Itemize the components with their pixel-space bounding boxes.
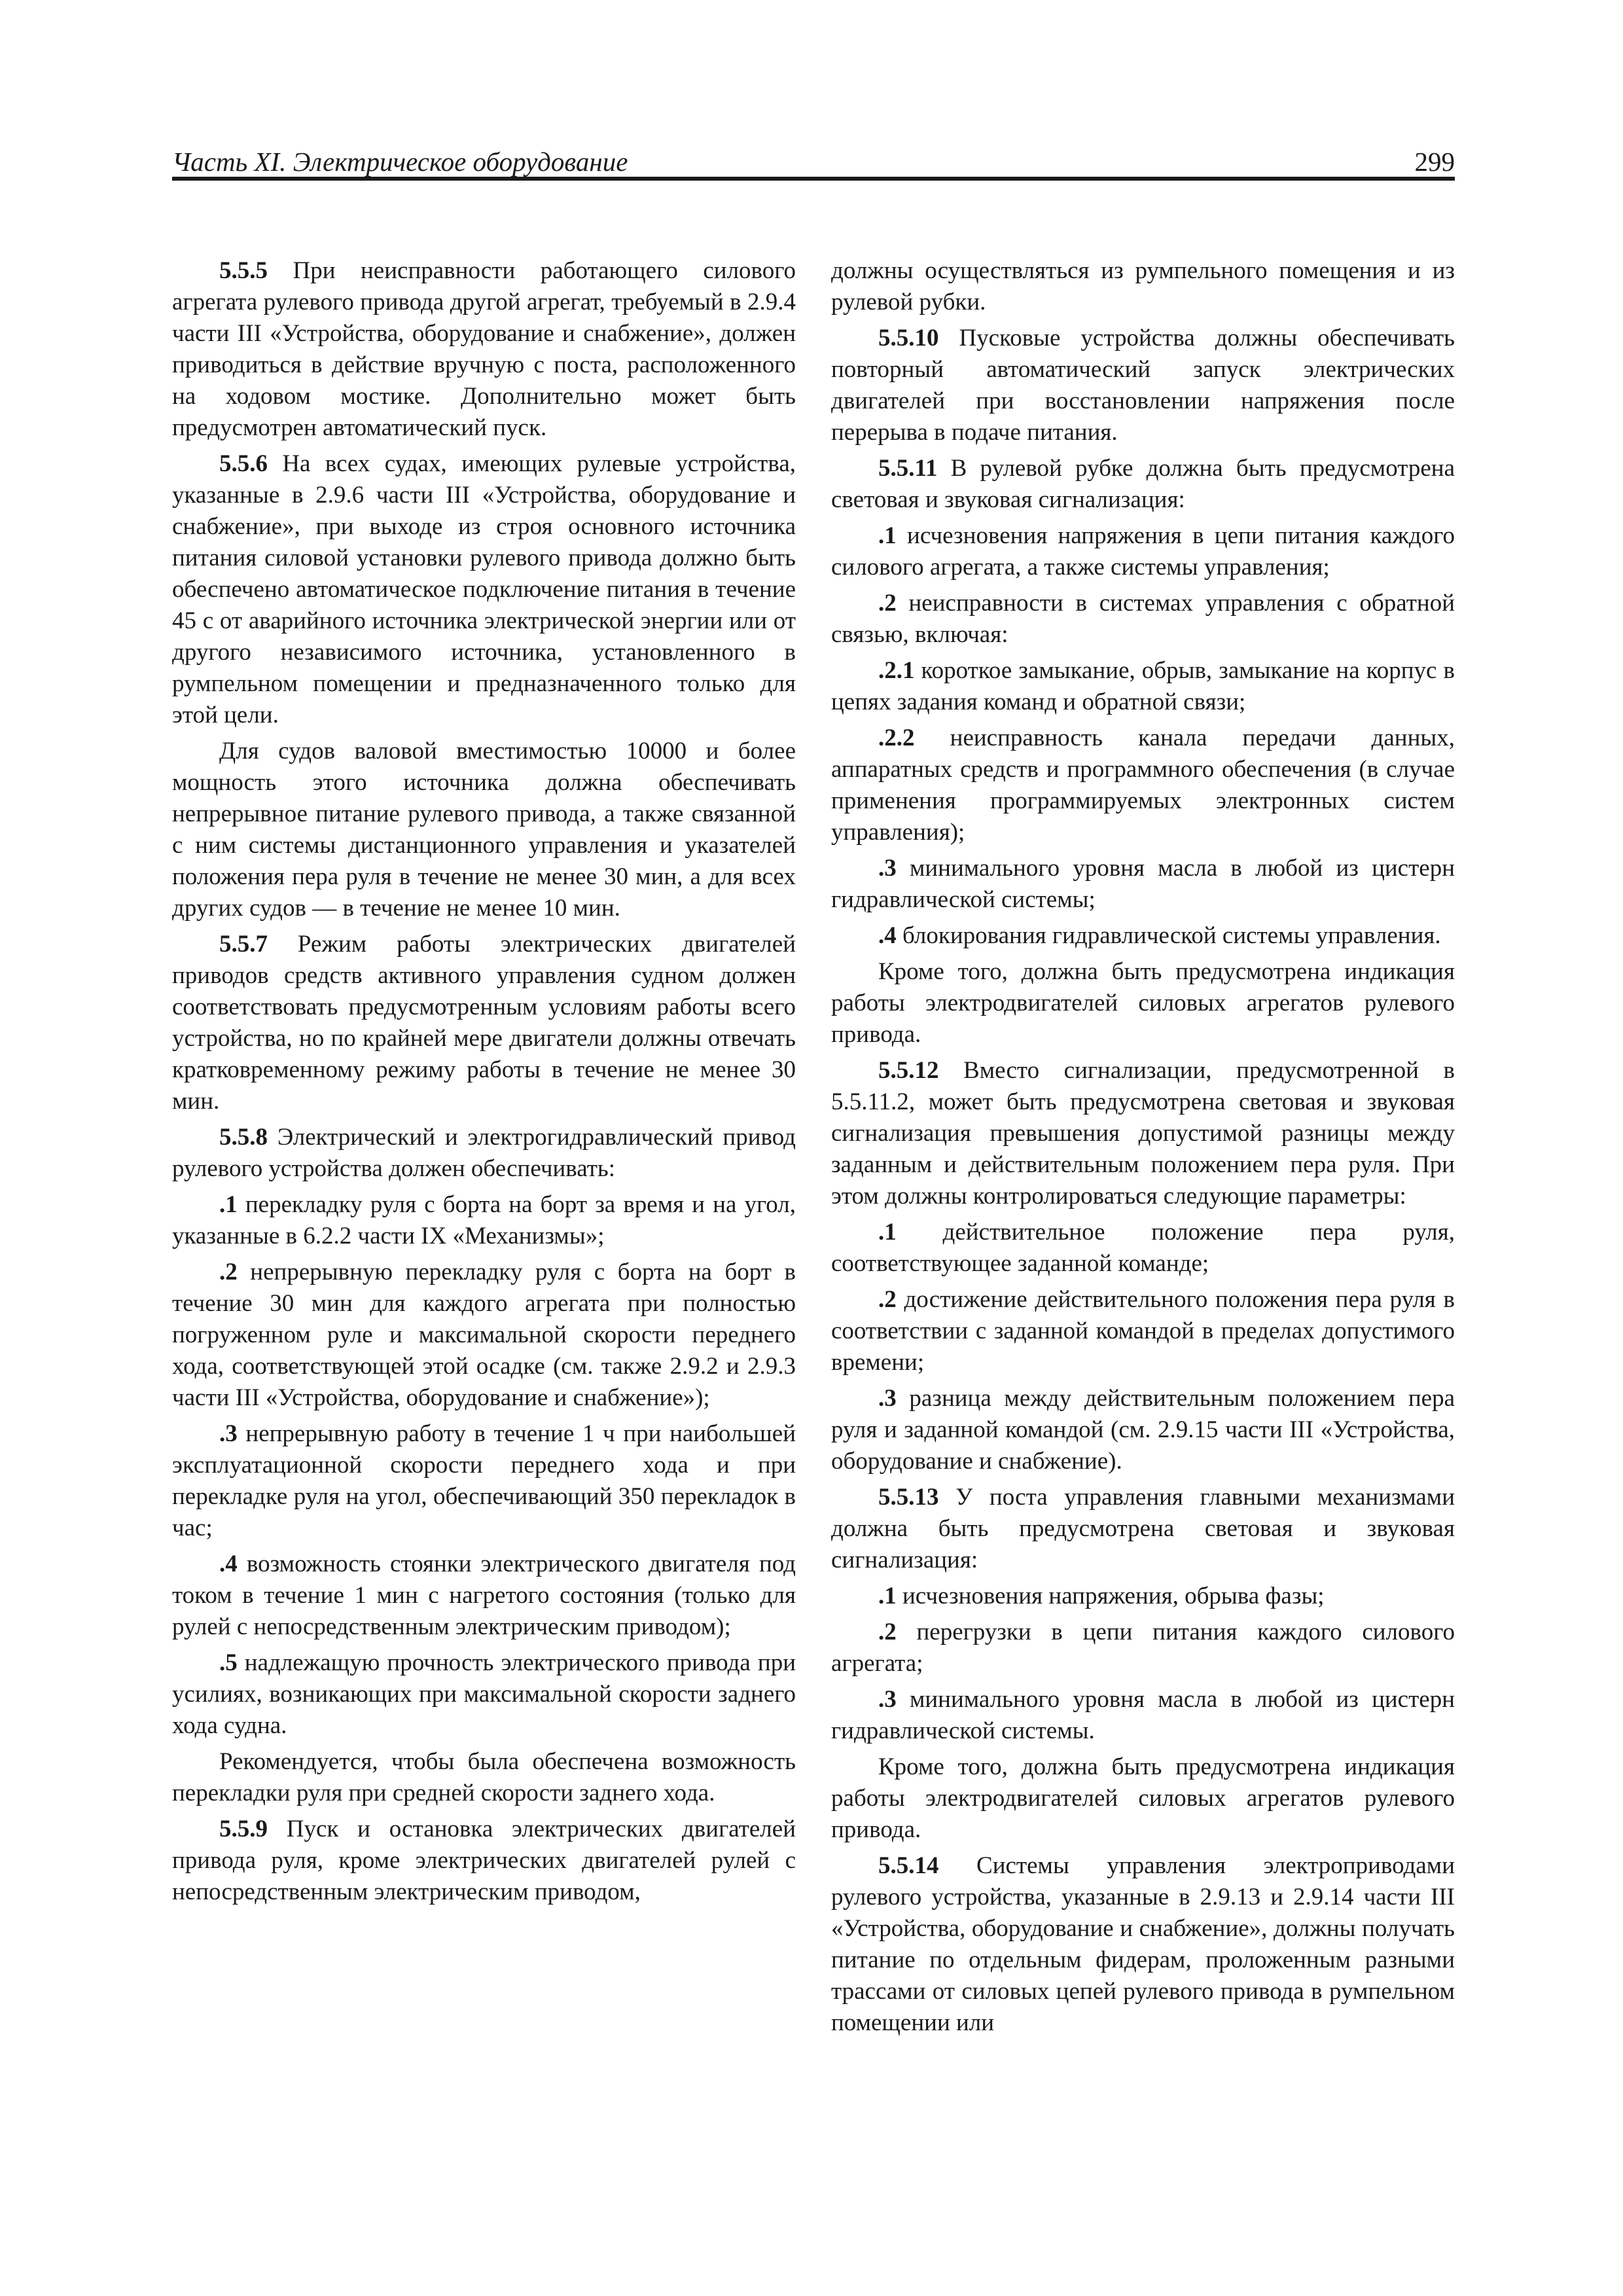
paragraph-text: Кроме того, должна быть предусмотрена индикация работы электродвигателей силовых агрегатов рулевого привода. bbox=[831, 958, 1455, 1048]
paragraph bbox=[831, 920, 1455, 952]
paragraph bbox=[172, 1189, 796, 1252]
paragraph bbox=[172, 448, 796, 731]
paragraph-text: достижение действительного положения пера руля в соответствии с заданной командой в пределах допустимого времени; bbox=[831, 1286, 1455, 1376]
clause-number: .1 bbox=[219, 1191, 238, 1218]
paragraph bbox=[831, 1617, 1455, 1679]
paragraph bbox=[172, 1647, 796, 1742]
paragraph bbox=[172, 1122, 796, 1185]
paragraph bbox=[831, 588, 1455, 651]
paragraph bbox=[831, 1850, 1455, 2039]
clause-number: .1 bbox=[878, 1583, 897, 1609]
paragraph bbox=[831, 1581, 1455, 1612]
paragraph bbox=[172, 1418, 796, 1544]
clause-number: .3 bbox=[219, 1420, 238, 1447]
paragraph-text: В рулевой рубке должна быть предусмотрена световая и звуковая сигнализация: bbox=[831, 455, 1455, 513]
paragraph-text: действительное положение пера руля, соответствующее заданной команде; bbox=[831, 1219, 1455, 1277]
paragraph-text: исчезновения напряжения в цепи питания каждого силового агрегата, а также системы управления; bbox=[831, 522, 1455, 581]
paragraph bbox=[172, 1746, 796, 1809]
clause-number: .5 bbox=[219, 1649, 238, 1676]
paragraph bbox=[831, 255, 1455, 318]
paragraph-text: минимального уровня масла в любой из цистерн гидравлической системы. bbox=[831, 1686, 1455, 1744]
right-column bbox=[831, 255, 1455, 2043]
paragraph-text: исчезновения напряжения, обрыва фазы; bbox=[896, 1583, 1325, 1609]
paragraph bbox=[831, 323, 1455, 448]
running-header bbox=[172, 145, 1455, 178]
paragraph-text: должны осуществляться из румпельного помещения и из рулевой рубки. bbox=[831, 257, 1455, 315]
paragraph bbox=[831, 1684, 1455, 1747]
clause-number: 5.5.6 bbox=[219, 450, 268, 477]
paragraph bbox=[831, 453, 1455, 516]
paragraph-text: Электрический и электрогидравлический привод рулевого устройства должен обеспечивать: bbox=[172, 1124, 796, 1182]
clause-number: .4 bbox=[878, 922, 897, 949]
page-number: 299 bbox=[1414, 147, 1455, 177]
clause-number: 5.5.8 bbox=[219, 1124, 268, 1151]
paragraph-text: Для судов валовой вместимостью 10000 и более мощность этого источника должна обеспечивать непрерывное питание рулевого привода, а также связанной с ним системы дистанционного управления и указателей положения пера руля в течение не менее 30 мин, а для всех других судов — в течение не менее 10 мин. bbox=[172, 738, 796, 922]
paragraph bbox=[172, 736, 796, 924]
clause-number: .3 bbox=[878, 1385, 897, 1412]
paragraph bbox=[831, 723, 1455, 848]
paragraph-text: Рекомендуется, чтобы была обеспечена возможность перекладки руля при средней скорости заднего хода. bbox=[172, 1748, 796, 1806]
clause-number: .2 bbox=[219, 1259, 238, 1285]
clause-number: .2.1 bbox=[878, 657, 915, 684]
paragraph bbox=[831, 1751, 1455, 1846]
paragraph-text: При неисправности работающего силового агрегата рулевого привода другой агрегат, требуемый в 2.9.4 части III «Устройства, оборудование и снабжение», должен приводиться в действие вручную с поста, расположенного на ходовом мостике. Дополнительно может быть предусмотрен автоматический пуск. bbox=[172, 257, 796, 441]
paragraph-text: перегрузки в цепи питания каждого силового агрегата; bbox=[831, 1619, 1455, 1677]
clause-number: 5.5.11 bbox=[878, 455, 938, 482]
paragraph-text: неисправности в системах управления с обратной связью, включая: bbox=[831, 590, 1455, 648]
paragraph bbox=[831, 1284, 1455, 1378]
clause-number: 5.5.7 bbox=[219, 931, 268, 958]
paragraph-text: Пусковые устройства должны обеспечивать повторный автоматический запуск электрических двигателей при восстановлении напряжения после перерыва в подаче питания. bbox=[831, 325, 1455, 446]
paragraph bbox=[172, 255, 796, 444]
paragraph-text: блокирования гидравлической системы управления. bbox=[896, 922, 1441, 949]
clause-number: .1 bbox=[878, 1219, 897, 1246]
clause-number: 5.5.9 bbox=[219, 1816, 268, 1842]
paragraph-text: На всех судах, имеющих рулевые устройства, указанные в 2.9.6 части III «Устройства, оборудование и снабжение», при выходе из строя основного источника питания силовой установки рулевого привода должно быть обеспечено автоматическое подключение питания в течение 45 с от аварийного источника электрической энергии или от другого независимого источника, установленного в румпельном помещении и предназначенного только для этой цели. bbox=[172, 450, 796, 728]
clause-number: .2.2 bbox=[878, 725, 915, 751]
paragraph-text: Пуск и остановка электрических двигателей привода руля, кроме электрических двигателей рулей с непосредственным электрическим приводом, bbox=[172, 1816, 796, 1905]
paragraph bbox=[172, 929, 796, 1117]
paragraph-text: непрерывную работу в течение 1 ч при наибольшей эксплуатационной скорости переднего хода и при перекладке руля на угол, обеспечивающий 350 перекладок в час; bbox=[172, 1420, 796, 1541]
paragraph bbox=[831, 1383, 1455, 1477]
clause-number: .3 bbox=[878, 1686, 897, 1713]
paragraph-text: возможность стоянки электрического двигателя под током в течение 1 мин с нагретого состояния (только для рулей с непосредственным электрическим приводом); bbox=[172, 1551, 796, 1640]
paragraph-text: минимального уровня масла в любой из цистерн гидравлической системы; bbox=[831, 855, 1455, 913]
clause-number: .1 bbox=[878, 522, 897, 549]
paragraph bbox=[831, 655, 1455, 718]
clause-number: .3 bbox=[878, 855, 897, 882]
paragraph-text: Системы управления электроприводами рулевого устройства, указанные в 2.9.13 и 2.9.14 части III «Устройства, оборудование и снабжение», должны получать питание по отдельным фидерам, проложенным разными трассами от силовых цепей рулевого привода в румпельном помещении или bbox=[831, 1852, 1455, 2036]
clause-number: 5.5.5 bbox=[219, 257, 268, 284]
clause-number: 5.5.12 bbox=[878, 1057, 939, 1084]
paragraph-text: непрерывную перекладку руля с борта на борт в течение 30 мин для каждого агрегата при полностью погруженном руле и максимальной скорости переднего хода, соответствующей этой осадке (см. также 2.9.2 и 2.9.3 части III «Устройства, оборудование и снабжение»); bbox=[172, 1259, 796, 1411]
paragraph bbox=[172, 1257, 796, 1414]
paragraph bbox=[172, 1549, 796, 1643]
paragraph-text: неисправность канала передачи данных, аппаратных средств и программного обеспечения (в случае применения программируемых электронных систем управления); bbox=[831, 725, 1455, 846]
paragraph-text: надлежащую прочность электрического привода при усилиях, возникающих при максимальной скорости заднего хода судна. bbox=[172, 1649, 796, 1739]
paragraph bbox=[831, 1217, 1455, 1280]
paragraph bbox=[831, 1055, 1455, 1212]
paragraph bbox=[831, 956, 1455, 1050]
paragraph bbox=[831, 853, 1455, 916]
paragraph-text: Режим работы электрических двигателей приводов средств активного управления судном должен соответствовать предусмотренным условиям работы всего устройства, но по крайней мере двигатели должны отвечать кратковременному режиму работы в течение не менее 30 мин. bbox=[172, 931, 796, 1115]
clause-number: 5.5.10 bbox=[878, 325, 939, 351]
paragraph-text: Кроме того, должна быть предусмотрена индикация работы электродвигателей силовых агрегатов рулевого привода. bbox=[831, 1753, 1455, 1843]
paragraph-text: Вместо сигнализации, предусмотренной в 5.5.11.2, может быть предусмотрена световая и звуковая сигнализация превышения допустимой разницы между заданным и действительным положением пера руля. При этом должны контролироваться следующие параметры: bbox=[831, 1057, 1455, 1210]
clause-number: 5.5.14 bbox=[878, 1852, 939, 1879]
header-rule bbox=[172, 177, 1455, 181]
paragraph-text: короткое замыкание, обрыв, замыкание на корпус в цепях задания команд и обратной связи; bbox=[831, 657, 1455, 715]
clause-number: .2 bbox=[878, 1619, 897, 1645]
paragraph-text: У поста управления главными механизмами должна быть предусмотрена световая и звуковая сигнализация: bbox=[831, 1484, 1455, 1573]
paragraph-text: перекладку руля с борта на борт за время и на угол, указанные в 6.2.2 части IX «Механизмы»; bbox=[172, 1191, 796, 1249]
paragraph bbox=[172, 1814, 796, 1908]
paragraph-text: разница между действительным положением пера руля и заданной командой (см. 2.9.15 части III «Устройства, оборудование и снабжение). bbox=[831, 1385, 1455, 1475]
left-column bbox=[172, 255, 796, 1912]
clause-number: .2 bbox=[878, 590, 897, 617]
paragraph bbox=[831, 520, 1455, 583]
paragraph bbox=[831, 1482, 1455, 1576]
page-title: Часть XI. Электрическое оборудование bbox=[172, 147, 628, 177]
clause-number: .4 bbox=[219, 1551, 238, 1577]
clause-number: .2 bbox=[878, 1286, 897, 1313]
clause-number: 5.5.13 bbox=[878, 1484, 939, 1511]
